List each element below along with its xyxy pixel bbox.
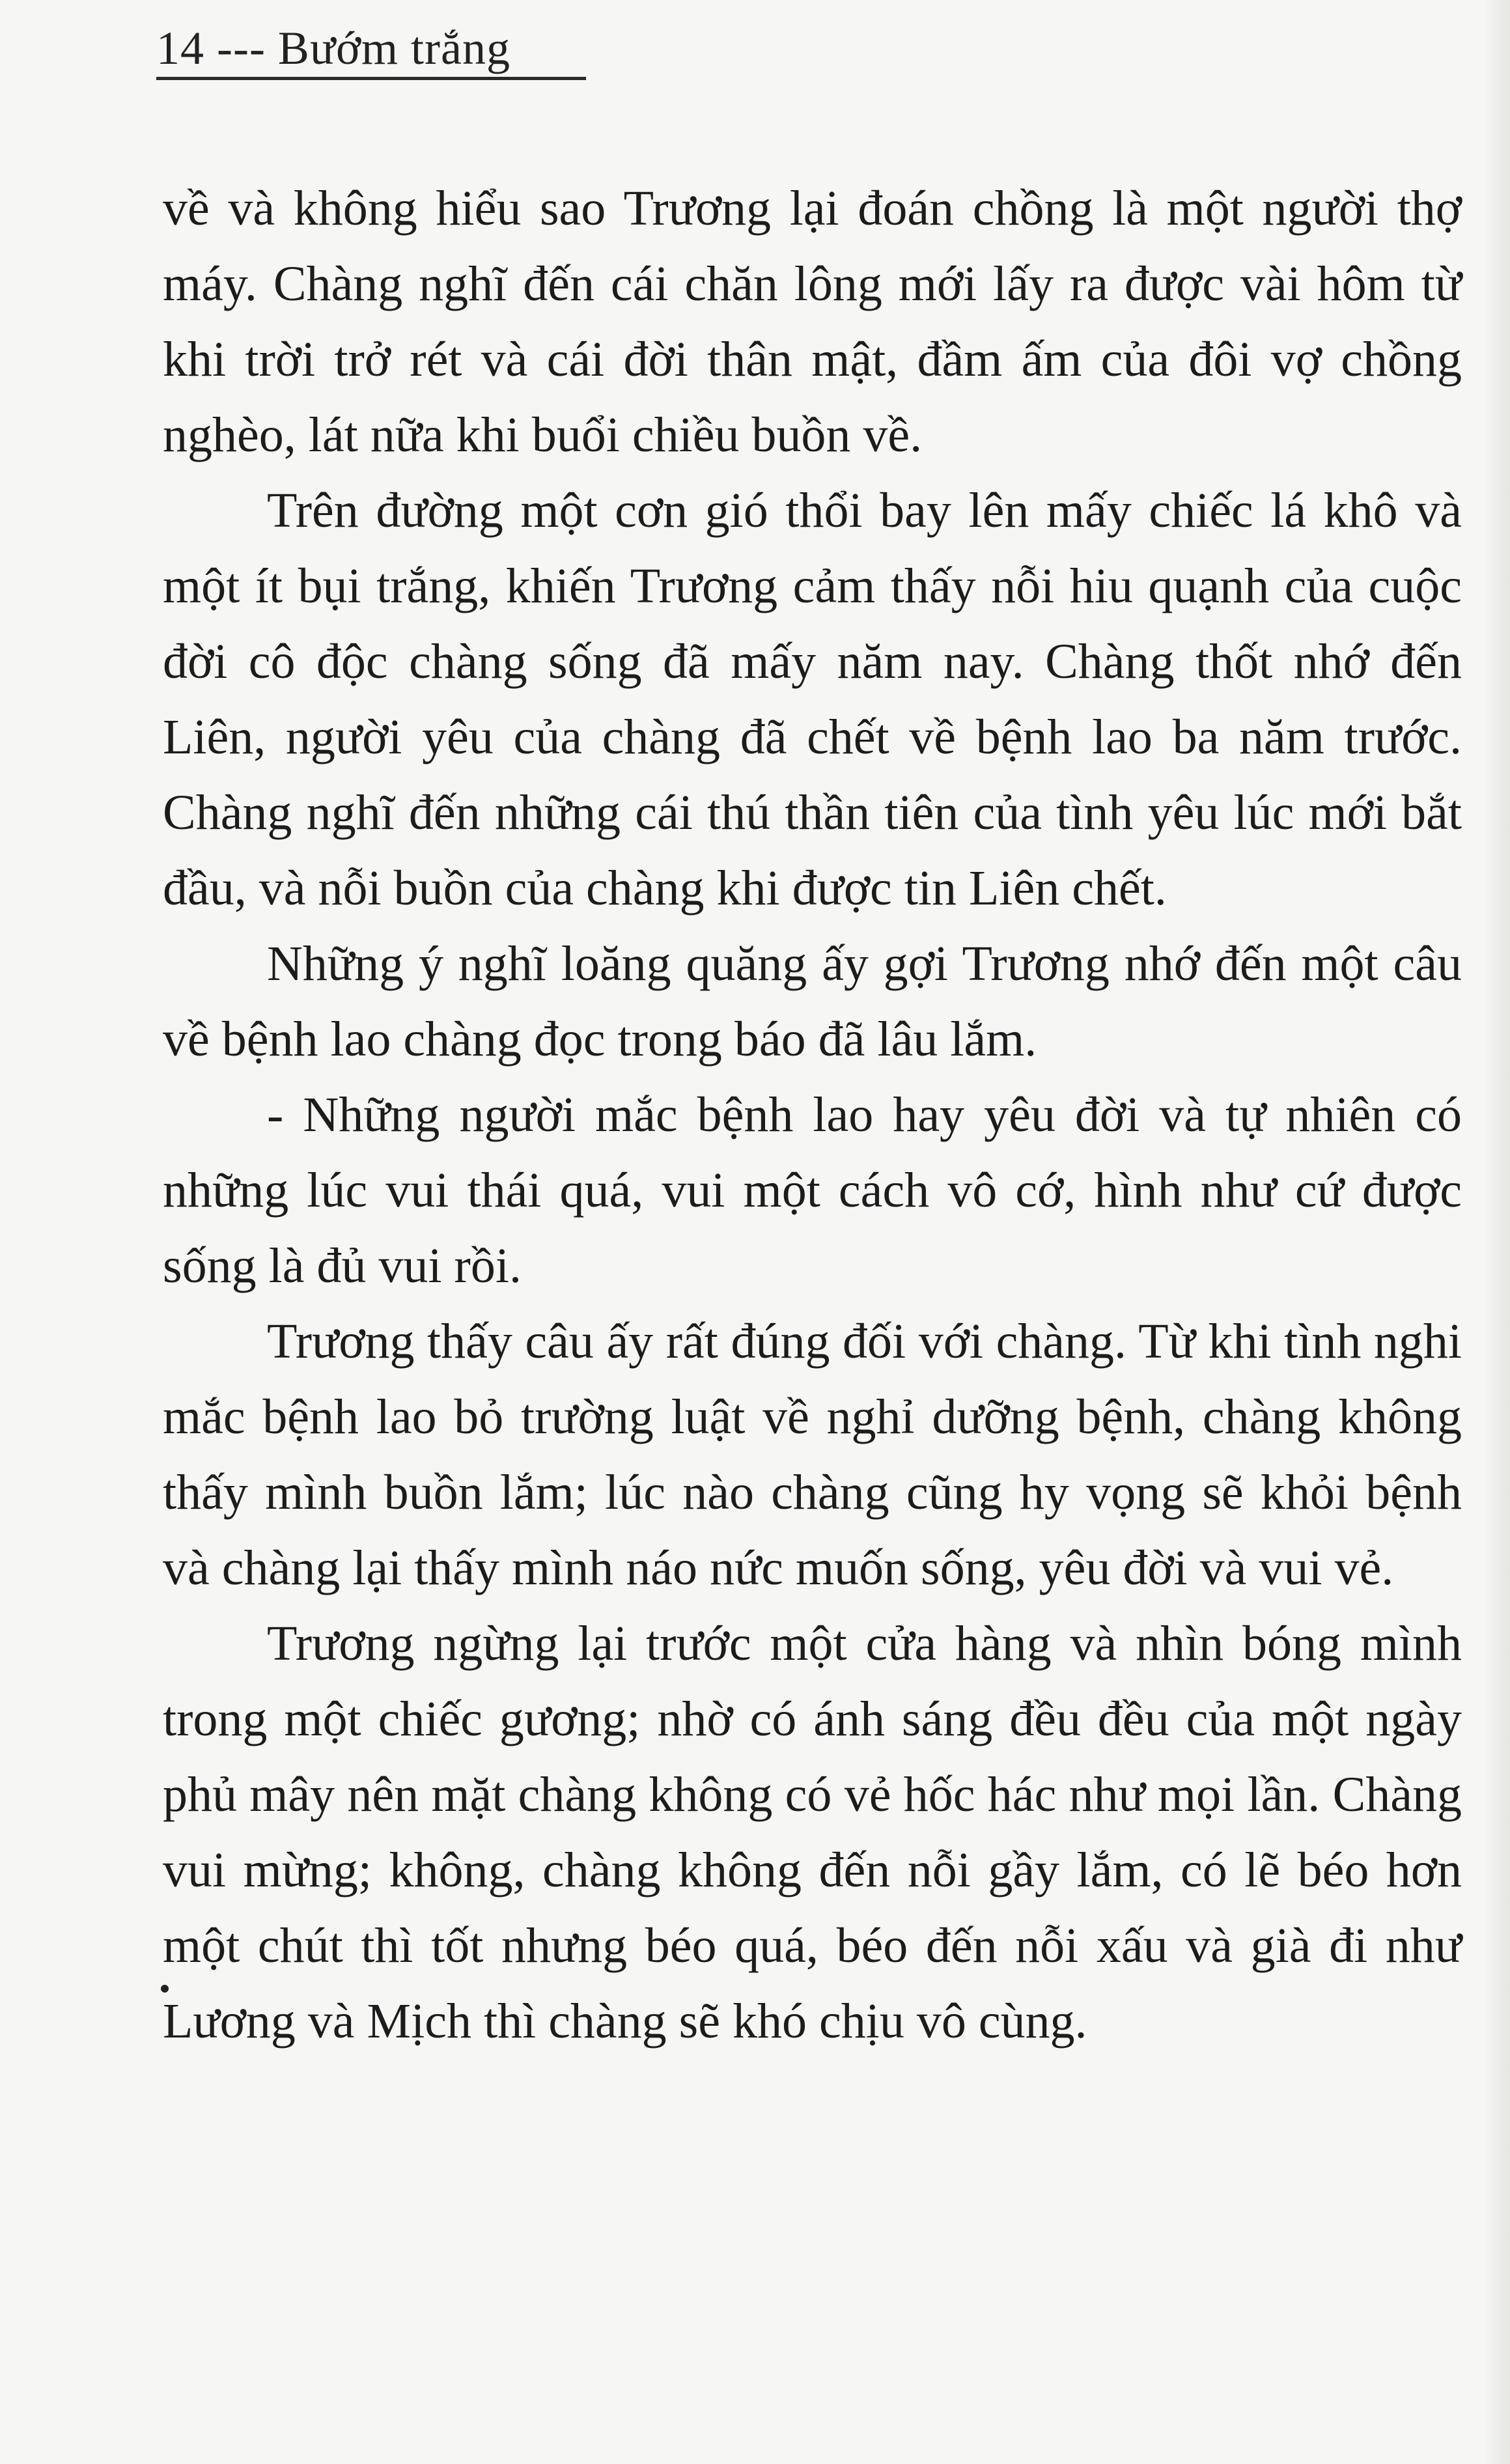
paragraph: Trương ngừng lại trước một cửa hàng và nhìn bóng mình trong một chiếc gương; nhờ có ánh sáng đều đều của một ngày phủ mây nên mặt chàng không có vẻ hốc hác như mọi lần. Chàng vui mừng; không, chàng không đến nỗi gầy lắm, có lẽ béo hơn một chút thì tốt nhưng béo quá, béo đến nỗi xấu và già đi như Lương và Mịch thì chàng sẽ khó chịu vô cùng. bbox=[163, 1616, 1462, 2049]
body-text bbox=[163, 171, 1462, 2059]
paragraph: Trương thấy câu ấy rất đúng đối với chàng. Từ khi tình nghi mắc bệnh lao bỏ trường luật về nghỉ dưỡng bệnh, chàng không thấy mình buồn lắm; lúc nào chàng cũng hy vọng sẽ khỏi bệnh và chàng lại thấy mình náo nức muốn sống, yêu đời và vui vẻ. bbox=[163, 1314, 1462, 1595]
paragraph-quote: - Những người mắc bệnh lao hay yêu đời và tự nhiên có những lúc vui thái quá, vui một cách vô cớ, hình như cứ được sống là đủ vui rồi. bbox=[163, 1087, 1462, 1293]
paragraph: Những ý nghĩ loăng quăng ấy gợi Trương nhớ đến một câu về bệnh lao chàng đọc trong báo đã lâu lắm. bbox=[163, 936, 1462, 1067]
running-header: 14 --- Bướm trắng bbox=[156, 22, 510, 74]
page-edge-shadow bbox=[1484, 0, 1510, 2464]
paragraph: Trên đường một cơn gió thổi bay lên mấy chiếc lá khô và một ít bụi trắng, khiến Trương cảm thấy nỗi hiu quạnh của cuộc đời cô độc chàng sống đã mấy năm nay. Chàng thốt nhớ đến Liên, người yêu của chàng đã chết về bệnh lao ba năm trước. Chàng nghĩ đến những cái thú thần tiên của tình yêu lúc mới bắt đầu, và nỗi buồn của chàng khi được tin Liên chết. bbox=[163, 483, 1462, 916]
header-rule bbox=[156, 77, 586, 80]
margin-mark bbox=[161, 1985, 169, 1993]
paragraph-continued: về và không hiểu sao Trương lại đoán chồng là một người thợ máy. Chàng nghĩ đến cái chăn lông mới lấy ra được vài hôm từ khi trời trở rét và cái đời thân mật, đầm ấm của đôi vợ chồng nghèo, lát nữa khi buổi chiều buồn về. bbox=[163, 181, 1462, 462]
